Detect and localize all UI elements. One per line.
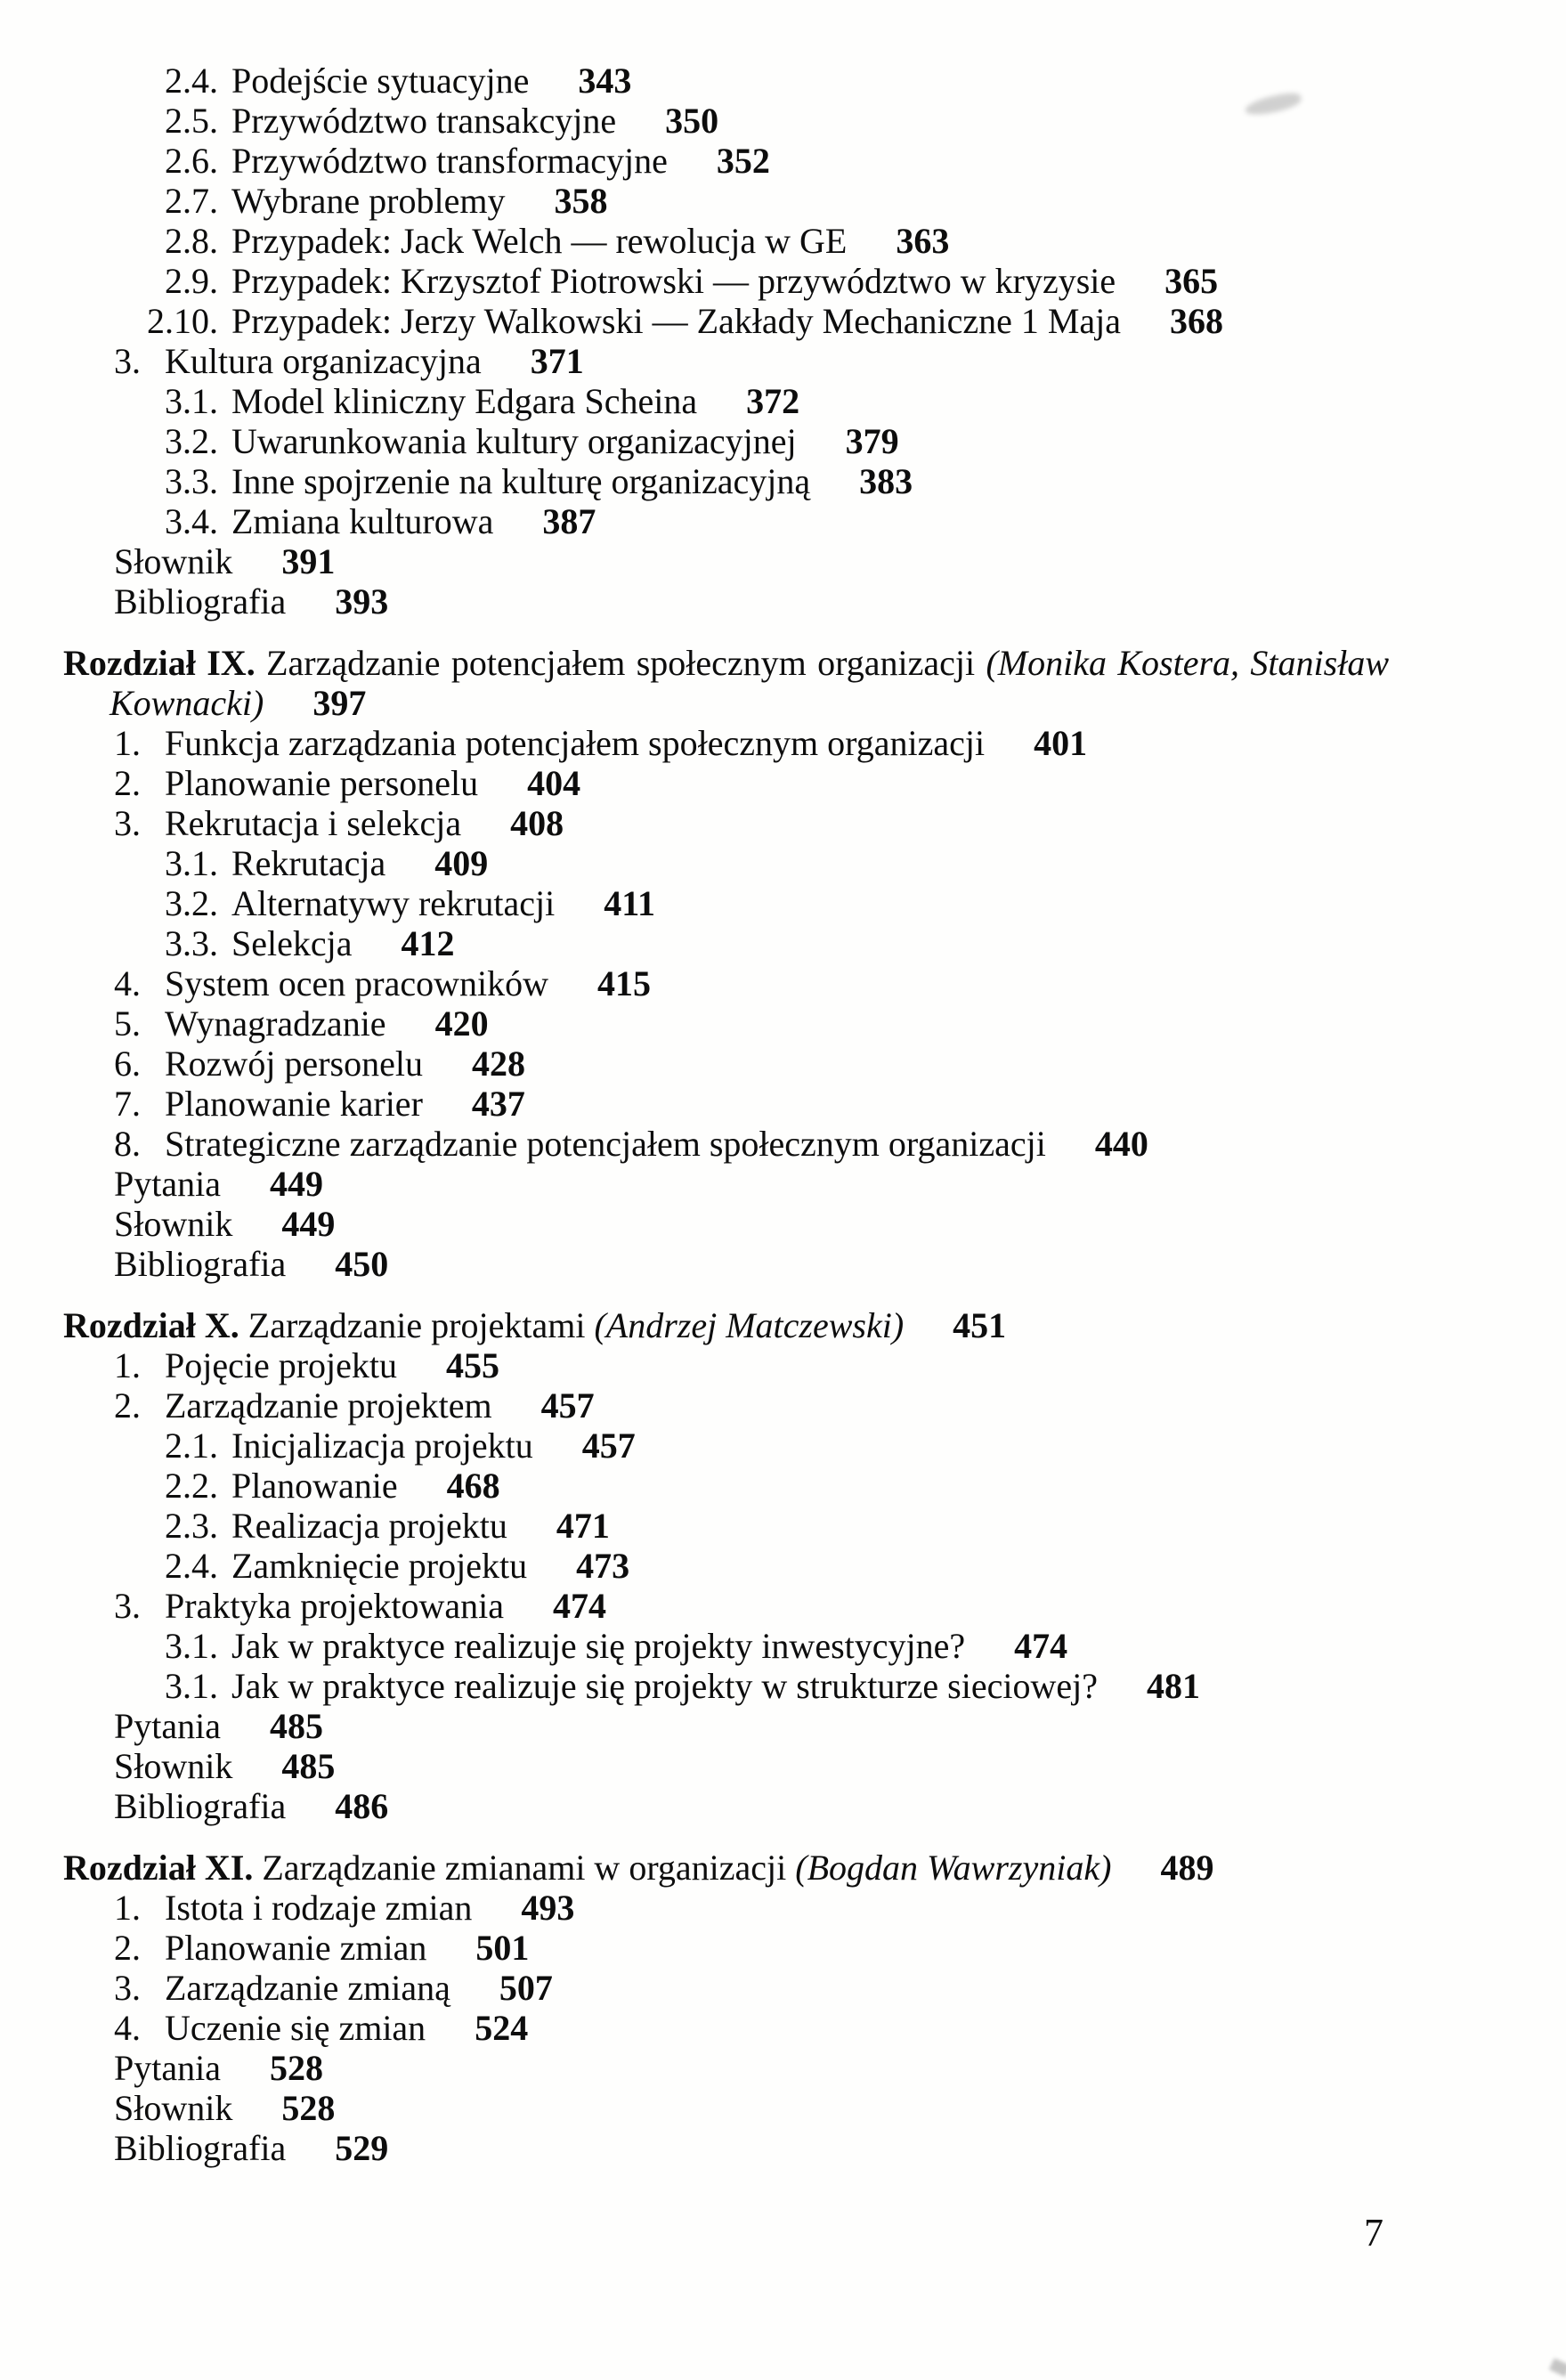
toc-entry (63, 501, 1389, 541)
entry-title: Planowanie zmian (165, 1928, 427, 1968)
entry-title: Podejście sytuacyjne (231, 61, 530, 101)
entry-page-number: 507 (499, 1968, 553, 2008)
entry-title: Inicjalizacja projektu (231, 1426, 533, 1466)
entry-page-number: 440 (1094, 1124, 1148, 1164)
entry-page-number: 391 (281, 541, 336, 581)
entry-page-number: 485 (269, 1706, 323, 1746)
entry-title: Wybrane problemy (231, 181, 506, 221)
entry-title: Słownik (114, 1204, 233, 1244)
entry-title: Rekrutacja (231, 843, 386, 883)
toc-entry (63, 1626, 1389, 1666)
toc-entry (63, 261, 1389, 301)
toc-entry (63, 461, 1389, 501)
toc-entry (63, 1586, 1389, 1626)
entry-title: Pytania (114, 1706, 221, 1746)
toc-entry (63, 1084, 1389, 1124)
entry-title: Słownik (114, 1746, 233, 1786)
entry-number: 2.10. (147, 301, 218, 341)
entry-number: 3.3. (165, 461, 218, 501)
entry-title: Rozwój personelu (165, 1044, 423, 1084)
entry-number: 1. (114, 1888, 141, 1928)
entry-number: 3.4. (165, 501, 218, 541)
entry-title: Planowanie karier (165, 1084, 423, 1124)
entry-number: 4. (114, 963, 141, 1003)
entry-number: 6. (114, 1044, 141, 1084)
entry-number: 2.3. (165, 1506, 218, 1546)
toc-entry (63, 923, 1389, 963)
toc-entry (63, 803, 1389, 843)
entry-title: Pytania (114, 2048, 221, 2088)
chapter-title: Zarządzanie zmianami w organizacji (262, 1848, 787, 1888)
entry-title: Przypadek: Jack Welch — rewolucja w GE (231, 221, 848, 261)
entry-title: Praktyka projektowania (165, 1586, 504, 1626)
entry-title: Zamknięcie projektu (231, 1546, 528, 1586)
entry-title: Wynagradzanie (165, 1003, 386, 1044)
entry-page-number: 474 (553, 1586, 606, 1626)
entry-title: Model kliniczny Edgara Scheina (231, 381, 698, 421)
toc-entry (63, 1244, 1389, 1284)
entry-number: 3. (114, 1586, 141, 1626)
entry-page-number: 393 (335, 581, 389, 621)
entry-page-number: 420 (434, 1003, 489, 1044)
entry-number: 3.2. (165, 883, 218, 923)
entry-number: 4. (114, 2008, 141, 2048)
entry-page-number: 485 (281, 1746, 336, 1786)
entry-title: Bibliografia (114, 581, 287, 621)
entry-number: 2.7. (165, 181, 218, 221)
toc-entry (63, 2128, 1389, 2168)
entry-number: 2.2. (165, 1466, 218, 1506)
entry-page-number: 486 (335, 1786, 389, 1826)
entry-title: Zarządzanie projektem (165, 1385, 492, 1426)
toc-entry (63, 1786, 1389, 1826)
toc-entry (63, 1044, 1389, 1084)
entry-title: Słownik (114, 2088, 233, 2128)
toc-entry (63, 1345, 1389, 1385)
toc-entry (63, 1888, 1389, 1928)
entry-number: 3.3. (165, 923, 218, 963)
chapter-title: Zarządzanie potencjałem społecznym organizacji (266, 643, 976, 683)
entry-title: System ocen pracowników (165, 963, 549, 1003)
toc-entry (63, 723, 1389, 763)
entry-number: 2.6. (165, 141, 218, 181)
toc-entry (63, 1928, 1389, 1968)
page-number: 7 (1364, 2211, 1383, 2254)
toc-entry (63, 301, 1389, 341)
entry-page-number: 358 (554, 181, 608, 221)
entry-page-number: 455 (446, 1345, 500, 1385)
entry-number: 2.4. (165, 61, 218, 101)
toc-entry (63, 1426, 1389, 1466)
toc-entry (63, 1666, 1389, 1706)
entry-page-number: 529 (335, 2128, 389, 2168)
entry-number: 3.1. (165, 1626, 218, 1666)
entry-page-number: 379 (845, 421, 899, 461)
entry-number: 3.1. (165, 1666, 218, 1706)
toc-entry (63, 1968, 1389, 2008)
entry-page-number: 474 (1014, 1626, 1068, 1666)
toc-entry (63, 2048, 1389, 2088)
toc-entry (63, 421, 1389, 461)
chapter-authors-part2: Kownacki) (110, 683, 264, 723)
entry-title: Selekcja (231, 923, 353, 963)
entry-page-number: 411 (604, 883, 655, 923)
toc-entry (63, 883, 1389, 923)
scan-artifact-corner (1549, 2358, 1566, 2376)
entry-page-number: 449 (281, 1204, 336, 1244)
entry-number: 2.1. (165, 1426, 218, 1466)
entry-title: Planowanie personelu (165, 763, 479, 803)
chapter-title: Zarządzanie projektami (247, 1305, 586, 1345)
entry-page-number: 408 (510, 803, 564, 843)
toc-entry (63, 581, 1389, 621)
entry-page-number: 457 (581, 1426, 636, 1466)
entry-title: Inne spojrzenie na kulturę organizacyjną (231, 461, 811, 501)
chapter-heading (63, 1305, 1389, 1345)
toc-entry (63, 1204, 1389, 1244)
entry-number: 1. (114, 1345, 141, 1385)
toc-entry (63, 141, 1389, 181)
chapter-authors-part1: (Monika Kostera, Stanisław (986, 643, 1390, 683)
toc-entry (63, 1746, 1389, 1786)
entry-page-number: 383 (859, 461, 913, 501)
entry-page-number: 368 (1170, 301, 1224, 341)
entry-page-number: 524 (475, 2008, 529, 2048)
entry-title: Pojęcie projektu (165, 1345, 398, 1385)
entry-title: Istota i rodzaje zmian (165, 1888, 473, 1928)
entry-number: 2.5. (165, 101, 218, 141)
entry-page-number: 473 (576, 1546, 630, 1586)
toc-entry (63, 1124, 1389, 1164)
entry-number: 2.8. (165, 221, 218, 261)
entry-number: 8. (114, 1124, 141, 1164)
entry-page-number: 409 (434, 843, 489, 883)
toc-entry (63, 101, 1389, 141)
toc-entry (63, 1706, 1389, 1746)
entry-page-number: 471 (556, 1506, 610, 1546)
entry-title: Uwarunkowania kultury organizacyjnej (231, 421, 797, 461)
entry-number: 3. (114, 803, 141, 843)
entry-number: 5. (114, 1003, 141, 1044)
chapter-heading (63, 643, 1389, 723)
chapter-label: Rozdział XI. (63, 1848, 254, 1888)
entry-title: Bibliografia (114, 2128, 287, 2168)
entry-title: Jak w praktyce realizuje się projekty w strukturze sieciowej? (231, 1666, 1098, 1706)
toc-entry (63, 1385, 1389, 1426)
toc-entry (63, 763, 1389, 803)
entry-page-number: 451 (953, 1305, 1007, 1345)
entry-page-number: 481 (1146, 1666, 1200, 1706)
toc-entry (63, 1466, 1389, 1506)
entry-page-number: 428 (471, 1044, 525, 1084)
toc-entry (63, 541, 1389, 581)
toc-entry (63, 2008, 1389, 2048)
chapter-heading (63, 1848, 1389, 1888)
entry-number: 3.1. (165, 843, 218, 883)
chapter-heading-line2 (63, 683, 1389, 723)
entry-page-number: 397 (312, 683, 367, 723)
entry-number: 2. (114, 763, 141, 803)
entry-number: 3. (114, 1968, 141, 2008)
entry-number: 1. (114, 723, 141, 763)
entry-title: Zmiana kulturowa (231, 501, 494, 541)
entry-title: Funkcja zarządzania potencjałem społecznym organizacji (165, 723, 986, 763)
entry-number: 3. (114, 341, 141, 381)
toc-entry (63, 381, 1389, 421)
entry-page-number: 350 (665, 101, 719, 141)
chapter-label: Rozdział IX. (63, 643, 256, 683)
entry-title: Przywództwo transakcyjne (231, 101, 617, 141)
toc-entry (63, 843, 1389, 883)
entry-title: Przywództwo transformacyjne (231, 141, 668, 181)
entry-title: Słownik (114, 541, 233, 581)
entry-page-number: 401 (1034, 723, 1088, 763)
entry-title: Bibliografia (114, 1244, 287, 1284)
entry-number: 7. (114, 1084, 141, 1124)
chapter-heading-line1 (63, 643, 1389, 683)
entry-page-number: 363 (896, 221, 950, 261)
entry-title: Przypadek: Jerzy Walkowski — Zakłady Mechaniczne 1 Maja (231, 301, 1122, 341)
entry-page-number: 449 (269, 1164, 323, 1204)
entry-page-number: 387 (542, 501, 596, 541)
entry-title: Pytania (114, 1164, 221, 1204)
entry-page-number: 372 (746, 381, 800, 421)
entry-page-number: 528 (269, 2048, 323, 2088)
entry-page-number: 528 (281, 2088, 336, 2128)
entry-number: 2. (114, 1385, 141, 1426)
entry-title: Alternatywy rekrutacji (231, 883, 556, 923)
toc-content (63, 61, 1389, 2168)
toc-entry (63, 1003, 1389, 1044)
toc-entry (63, 341, 1389, 381)
entry-title: Planowanie (231, 1466, 398, 1506)
chapter-authors: (Bogdan Wawrzyniak) (795, 1848, 1112, 1888)
toc-entry (63, 181, 1389, 221)
entry-title: Jak w praktyce realizuje się projekty inwestycyjne? (231, 1626, 966, 1666)
toc-entry (63, 1546, 1389, 1586)
entry-page-number: 493 (521, 1888, 575, 1928)
entry-page-number: 501 (475, 1928, 530, 1968)
chapter-label: Rozdział X. (63, 1305, 239, 1345)
entry-title: Przypadek: Krzysztof Piotrowski — przywództwo w kryzysie (231, 261, 1116, 301)
toc-entry (63, 221, 1389, 261)
entry-page-number: 415 (597, 963, 652, 1003)
entry-title: Uczenie się zmian (165, 2008, 426, 2048)
toc-entry (63, 61, 1389, 101)
entry-number: 2.9. (165, 261, 218, 301)
toc-entry (63, 1506, 1389, 1546)
toc-entry (63, 2088, 1389, 2128)
entry-title: Bibliografia (114, 1786, 287, 1826)
entry-page-number: 437 (471, 1084, 525, 1124)
entry-title: Zarządzanie zmianą (165, 1968, 450, 2008)
entry-number: 2. (114, 1928, 141, 1968)
entry-number: 3.2. (165, 421, 218, 461)
toc-entry (63, 963, 1389, 1003)
entry-page-number: 457 (540, 1385, 595, 1426)
entry-title: Realizacja projektu (231, 1506, 507, 1546)
entry-page-number: 352 (716, 141, 770, 181)
entry-title: Rekrutacja i selekcja (165, 803, 462, 843)
entry-page-number: 371 (530, 341, 584, 381)
entry-page-number: 489 (1160, 1848, 1214, 1888)
entry-number: 2.4. (165, 1546, 218, 1586)
entry-page-number: 412 (401, 923, 455, 963)
entry-page-number: 404 (527, 763, 581, 803)
entry-page-number: 343 (578, 61, 632, 101)
entry-page-number: 365 (1164, 261, 1219, 301)
toc-entry (63, 1164, 1389, 1204)
entry-title: Strategiczne zarządzanie potencjałem społecznym organizacji (165, 1124, 1046, 1164)
entry-title: Kultura organizacyjna (165, 341, 482, 381)
entry-page-number: 468 (446, 1466, 500, 1506)
entry-number: 3.1. (165, 381, 218, 421)
chapter-authors: (Andrzej Matczewski) (594, 1305, 905, 1345)
entry-page-number: 450 (335, 1244, 389, 1284)
